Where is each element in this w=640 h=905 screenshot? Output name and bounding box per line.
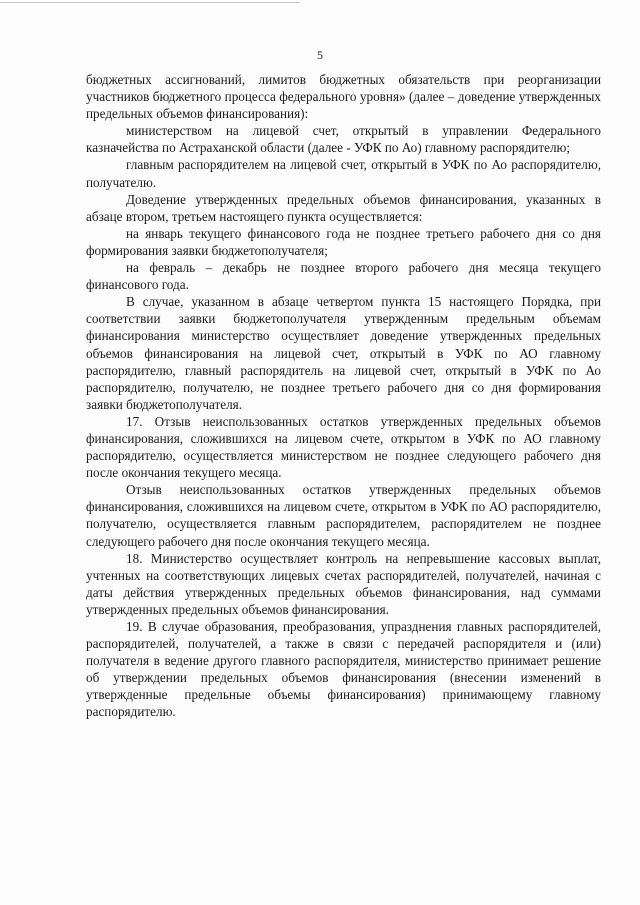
paragraph-ministry-to-main-manager: министерством на лицевой счет, открытый в управлении Федерального казначейства по Астраханской области (далее - УФК по Ао) главному распорядителю; — [86, 123, 601, 156]
paragraph-item-18: 18. Министерство осуществляет контроль на непревышение кассовых выплат, учтенных на соответствующих лицевых счетах распорядителей, получателей, начиная с даты действия утвержденных предельных объемов финансирования, над суммами утвержденных предельных объемов финансирования. — [86, 550, 601, 617]
paragraph-item-17-recall: Отзыв неиспользованных остатков утвержденных предельных объемов финансирования, сложившихся на лицевом счете, открытом в УФК по АО распорядителю, получателю, осуществляется главным распорядителем, распорядителем не позднее следующего рабочего дня после окончания текущего месяца. — [86, 482, 601, 549]
paragraph-main-manager-to-recipient: главным распорядителем на лицевой счет, открытый в УФК по Ао распорядителю, получателю. — [86, 157, 601, 190]
paragraph-delivery-terms: Доведение утвержденных предельных объемов финансирования, указанных в абзаце втором, третьем настоящего пункта осуществляется: — [86, 191, 601, 224]
scan-edge-line — [0, 2, 300, 3]
page-number: 5 — [317, 48, 323, 62]
paragraph-case-clause-15: В случае, указанном в абзаце четвертом пункта 15 настоящего Порядка, при соответствии заявки бюджетополучателя утвержденным предельным объемам финансирования министерство осуществляет доведение утвержденных предельных объемов финансирования на лицевой счет, открытый в УФК по АО главному распорядителю, главный распорядитель на лицевой счет, открытый в УФК по Ао распорядителю, получателю, не позднее третьего рабочего дня со дня формирования заявки бюджетополучателя. — [86, 294, 601, 412]
paragraph-january-term: на январь текущего финансового года не позднее третьего рабочего дня со дня формирования заявки бюджетополучателя; — [86, 225, 601, 258]
document-body — [86, 71, 601, 721]
paragraph-continuation: бюджетных ассигнований, лимитов бюджетных обязательств при реорганизации участников бюджетного процесса федерального уровня» (далее – доведение утвержденных предельных объемов финансирования): — [86, 72, 601, 122]
paragraph-item-17: 17. Отзыв неиспользованных остатков утвержденных предельных объемов финансирования, сложившихся на лицевом счете, открытом в УФК по АО главному распорядителю, осуществляется министерством не позднее следующего рабочего дня после окончания текущего месяца. — [86, 413, 601, 481]
paragraph-february-december-term: на февраль – декабрь не позднее второго рабочего дня месяца текущего финансового года. — [86, 260, 601, 293]
paragraph-item-19: 19. В случае образования, преобразования, упразднения главных распорядителей, распорядителей, получателей, а также в связи с передачей распорядителя и (или) получателя в ведение другого главного распорядителя, министерство принимает решение об утверждении предельных объемов финансирования (внесении изменений в утвержденные предельные объемы финансирования) принимающему главному распорядителю. — [86, 619, 601, 720]
